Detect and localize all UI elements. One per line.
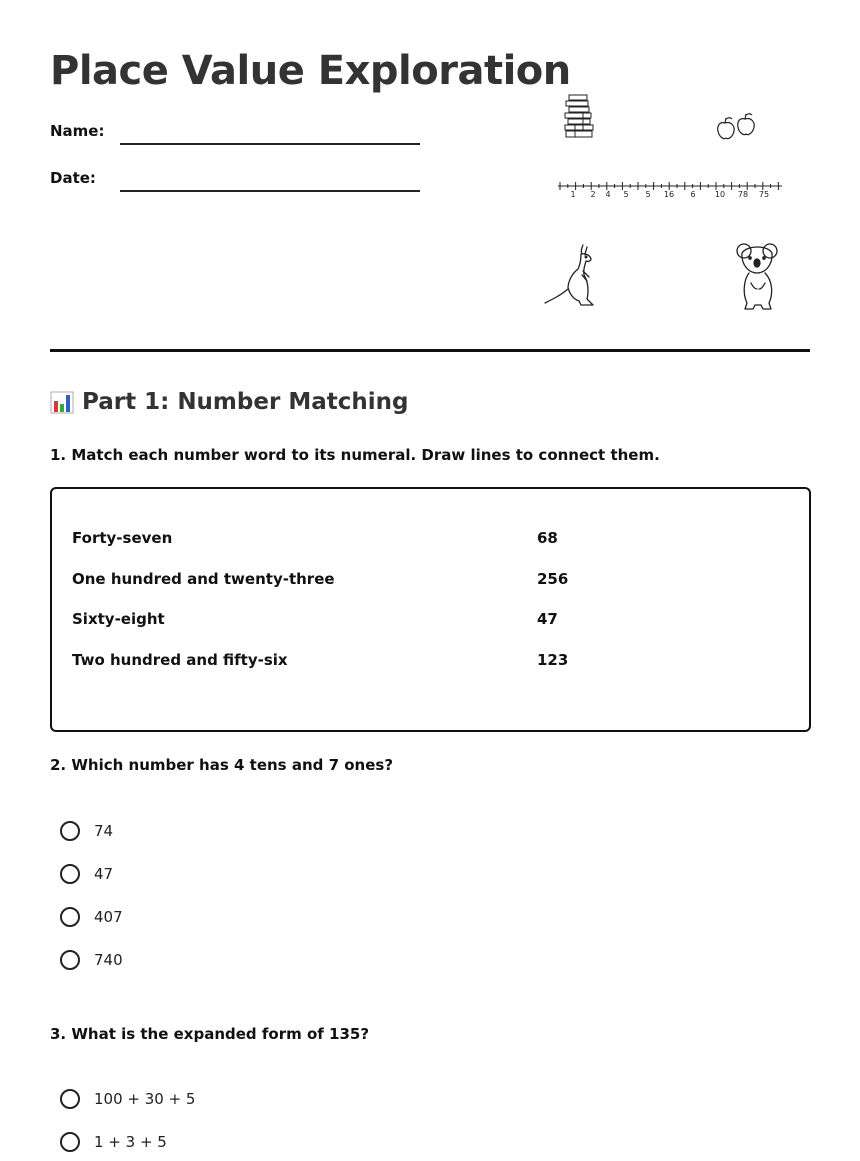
- match-numeral-1[interactable]: 68: [537, 529, 558, 547]
- number-line-label: 5: [645, 190, 651, 199]
- q2-option-2[interactable]: [60, 864, 113, 884]
- match-numeral-3[interactable]: 47: [537, 610, 558, 628]
- name-label: Name:: [50, 122, 105, 140]
- radio-button[interactable]: [60, 950, 80, 970]
- q3-option-2[interactable]: [60, 1132, 167, 1152]
- radio-button[interactable]: [60, 821, 80, 841]
- date-field[interactable]: [120, 190, 420, 192]
- number-line-label: 10: [714, 190, 726, 199]
- date-label: Date:: [50, 169, 96, 187]
- radio-button[interactable]: [60, 1132, 80, 1152]
- number-line-label: 78: [737, 190, 749, 199]
- q2-option-3[interactable]: [60, 907, 123, 927]
- match-word-1[interactable]: Forty-seven: [72, 529, 173, 547]
- number-line-label: 5: [623, 190, 629, 199]
- option-label: 1 + 3 + 5: [94, 1133, 167, 1151]
- number-line-label: 6: [690, 190, 696, 199]
- part1-heading: [50, 389, 408, 415]
- question-1-text: 1. Match each number word to its numeral. Draw lines to connect them.: [50, 446, 660, 464]
- match-numeral-2[interactable]: 256: [537, 570, 569, 588]
- number-line-label: 1: [570, 190, 576, 199]
- section-divider: [50, 349, 810, 352]
- option-label: 74: [94, 822, 114, 840]
- option-label: 740: [94, 951, 123, 969]
- koala-icon: [735, 239, 779, 313]
- kangaroo-icon: [543, 243, 601, 309]
- bar-chart-icon: [50, 390, 74, 414]
- part1-title: Part 1: Number Matching: [82, 389, 409, 415]
- radio-button[interactable]: [60, 864, 80, 884]
- match-word-2[interactable]: One hundred and twenty-three: [72, 570, 335, 588]
- apples-icon: [715, 113, 757, 141]
- stacked-blocks-icon: [563, 93, 597, 139]
- number-line-label: 75: [758, 190, 770, 199]
- option-label: 100 + 30 + 5: [94, 1090, 196, 1108]
- number-line-graphic: [556, 178, 784, 200]
- name-field[interactable]: [120, 143, 420, 145]
- q2-option-1[interactable]: [60, 821, 113, 841]
- match-word-4[interactable]: Two hundred and fifty-six: [72, 651, 288, 669]
- question-2-text: 2. Which number has 4 tens and 7 ones?: [50, 756, 394, 774]
- question-3-text: 3. What is the expanded form of 135?: [50, 1025, 370, 1043]
- radio-button[interactable]: [60, 907, 80, 927]
- number-line-label: 2: [590, 190, 596, 199]
- match-numeral-4[interactable]: 123: [537, 651, 569, 669]
- number-line-label: 16: [663, 190, 675, 199]
- radio-button[interactable]: [60, 1089, 80, 1109]
- option-label: 47: [94, 865, 114, 883]
- worksheet-title: Place Value Exploration: [50, 48, 571, 94]
- number-line-label: 4: [605, 190, 611, 199]
- option-label: 407: [94, 908, 123, 926]
- q2-option-4[interactable]: [60, 950, 123, 970]
- q3-option-1[interactable]: [60, 1089, 195, 1109]
- match-word-3[interactable]: Sixty-eight: [72, 610, 165, 628]
